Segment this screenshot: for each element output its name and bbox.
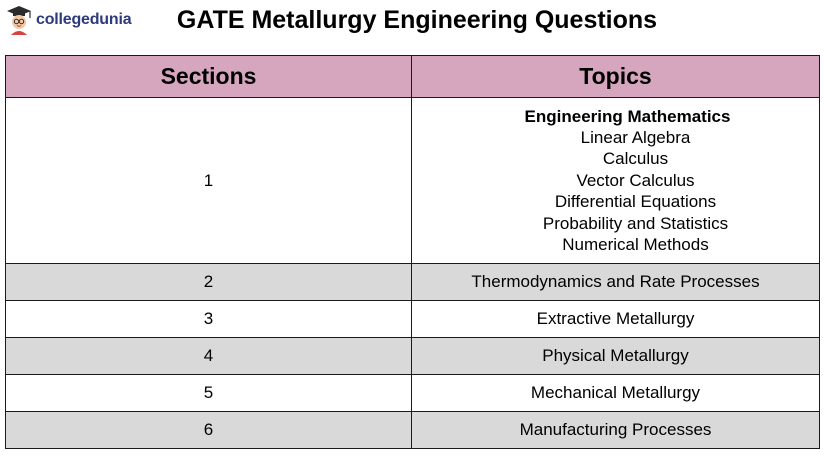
subtopic: Vector Calculus [576,170,695,190]
topic-name: Mechanical Metallurgy [412,375,820,412]
brand-name: collegedunia [36,11,132,28]
topic-name: Thermodynamics and Rate Processes [412,264,820,301]
section-number: 1 [6,98,412,264]
table-row [6,412,820,449]
topic-name: Manufacturing Processes [412,412,820,449]
table-row [6,375,820,412]
subtopic: Numerical Methods [562,235,709,254]
section-number: 6 [6,412,412,449]
subtopic: Linear Algebra [580,127,691,147]
topic-name: Extractive Metallurgy [412,301,820,338]
graduate-mascot-icon [6,5,32,35]
table-row [6,98,820,264]
subtopic: Probability and Statistics [542,213,729,233]
section-number: 2 [6,264,412,301]
section-number: 3 [6,301,412,338]
topic-name: Physical Metallurgy [412,338,820,375]
column-header-topics: Topics [412,56,820,98]
gate-questions-table [5,55,820,449]
section-number: 4 [6,338,412,375]
table-header-row [6,56,820,98]
section-number: 5 [6,375,412,412]
table-row [6,338,820,375]
table-row [6,301,820,338]
table-row [6,264,820,301]
subtopic: Differential Equations [554,192,717,211]
topics-cell [412,98,820,264]
page-title: GATE Metallurgy Engineering Questions [176,6,658,34]
brand-logo[interactable] [6,4,131,36]
topic-heading: Engineering Mathematics [524,106,731,126]
column-header-sections: Sections [6,56,412,98]
subtopic: Calculus [602,149,669,168]
